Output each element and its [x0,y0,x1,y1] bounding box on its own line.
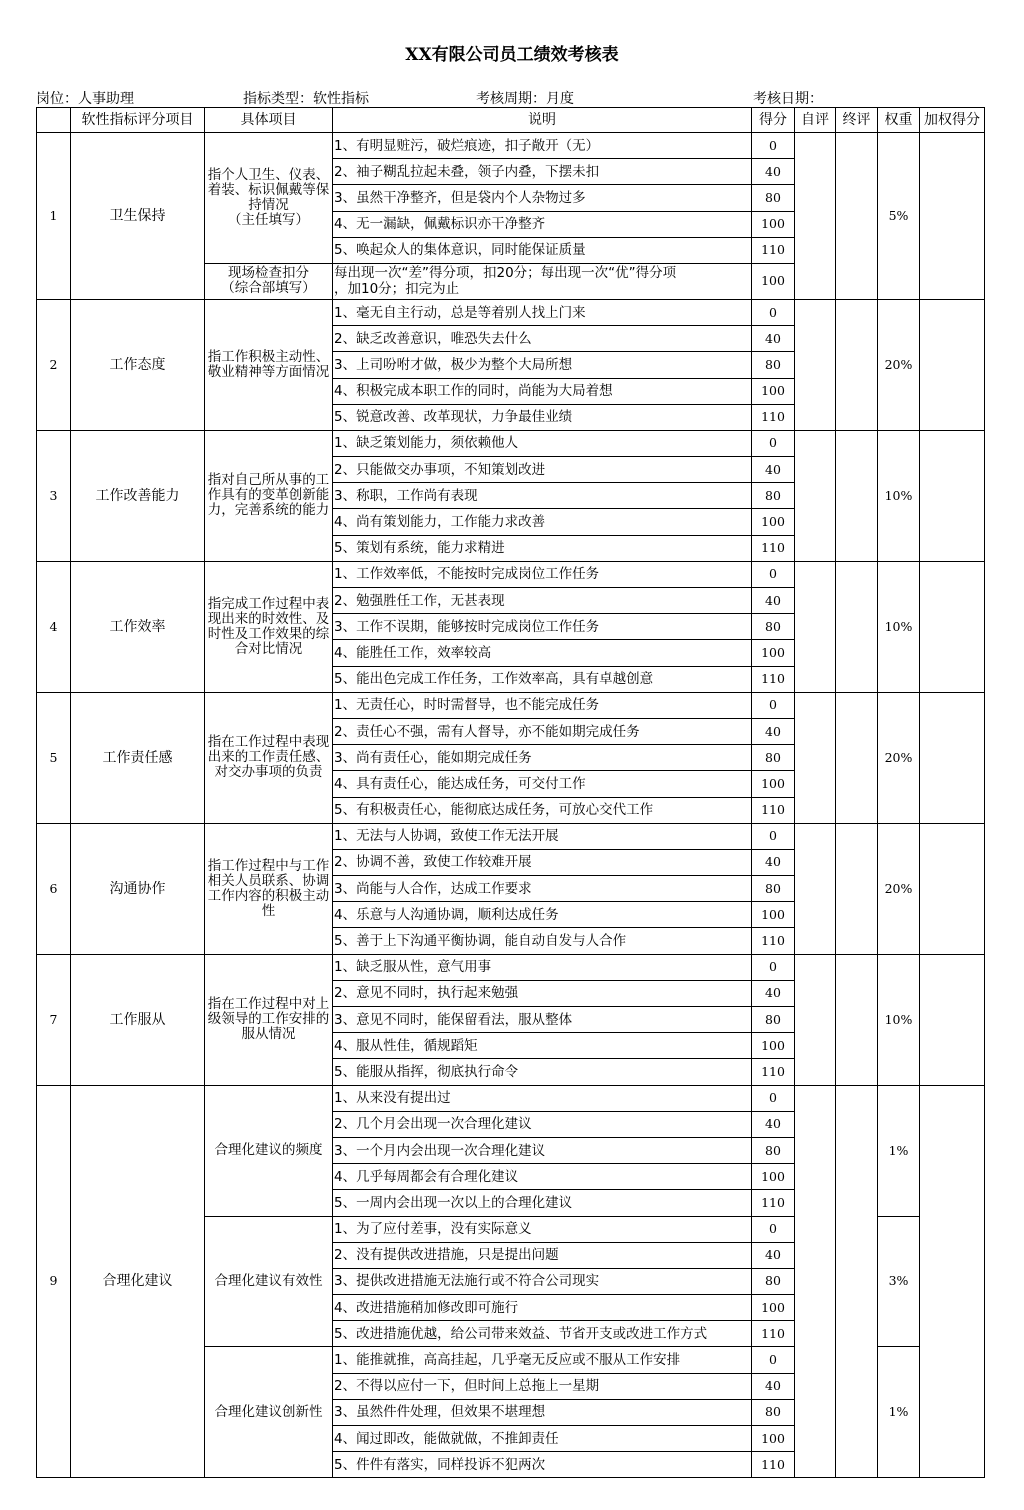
score-value: 110 [752,928,795,954]
category-name: 工作效率 [71,561,205,692]
score-value: 40 [752,1242,795,1268]
criteria-text: 5、锐意改善、改革现状，力争最佳业绩 [333,404,752,430]
criteria-text: 2、袖子糊乱拉起未叠，领子内叠，下摆未扣 [333,159,752,185]
weighted-score-cell [920,430,985,561]
header-weighted-score: 加权得分 [920,108,985,133]
criteria-text: 2、只能做交办事项，不知策划改进 [333,457,752,483]
score-value: 100 [752,211,795,237]
weighted-score-cell [920,561,985,692]
criteria-text: 1、缺乏策划能力，须依赖他人 [333,430,752,456]
score-value: 80 [752,483,795,509]
criteria-text: 3、提供改进措施无法施行或不符合公司现实 [333,1268,752,1294]
score-value: 40 [752,159,795,185]
self-eval-cell [795,1085,836,1478]
criteria-text: 5、有积极责任心，能彻底达成任务，可放心交代工作 [333,797,752,823]
header-final-eval: 终评 [836,108,878,133]
score-value: 80 [752,352,795,378]
item-description: 指工作过程中与工作相关人员联系、协调工作内容的积极主动性 [205,823,333,954]
item-description: 指个人卫生、仪表、着装、标识佩戴等保持情况 （主任填写） [205,133,333,264]
criteria-text: 3、称职，工作尚有表现 [333,483,752,509]
score-value: 110 [752,1321,795,1347]
criteria-text: 5、一周内会出现一次以上的合理化建议 [333,1190,752,1216]
criteria-text: 4、改进措施稍加修改即可施行 [333,1295,752,1321]
criteria-text: 4、无一漏缺，佩戴标识亦干净整齐 [333,211,752,237]
score-value: 80 [752,1007,795,1033]
score-value: 0 [752,561,795,587]
criteria-text: 每出现一次“差”得分项，扣20分；每出现一次“优”得分项 ，加10分；扣完为止 [333,263,752,299]
score-value: 110 [752,797,795,823]
table-row [37,692,985,718]
criteria-text: 3、虽然干净整齐，但是袋内个人杂物过多 [333,185,752,211]
category-name: 工作改善能力 [71,430,205,561]
criteria-text: 3、一个月内会出现一次合理化建议 [333,1137,752,1163]
row-number: 2 [37,299,71,430]
criteria-text: 5、能出色完成工作任务，工作效率高，具有卓越创意 [333,666,752,692]
weight-value: 3% [878,1216,920,1347]
weight-value: 5% [878,133,920,300]
score-value: 100 [752,902,795,928]
item-description: 指在工作过程中表现出来的工作责任感、对交办事项的负责 [205,692,333,823]
criteria-text: 3、上司吩咐才做，极少为整个大局所想 [333,352,752,378]
row-number: 4 [37,561,71,692]
row-number: 9 [37,1085,71,1478]
score-value: 110 [752,1059,795,1085]
item-description: 指对自己所从事的工作具有的变革创新能力，完善系统的能力 [205,430,333,561]
meta-indicator-type: 指标类型：软性指标 [243,91,369,107]
weight-value: 20% [878,692,920,823]
criteria-text: 1、毫无自主行动，总是等着别人找上门来 [333,299,752,325]
table-row [37,430,985,456]
weight-value: 1% [878,1347,920,1478]
criteria-text: 4、几乎每周都会有合理化建议 [333,1164,752,1190]
weight-value: 20% [878,823,920,954]
weighted-score-cell [920,954,985,1085]
score-value: 80 [752,1268,795,1294]
score-value: 100 [752,1426,795,1452]
header-self-eval: 自评 [795,108,836,133]
criteria-text: 2、没有提供改进措施，只是提出问题 [333,1242,752,1268]
category-name: 工作态度 [71,299,205,430]
score-value: 100 [752,771,795,797]
criteria-text: 1、能推就推，高高挂起，几乎毫无反应或不服从工作安排 [333,1347,752,1373]
score-value: 80 [752,745,795,771]
criteria-text: 1、缺乏服从性，意气用事 [333,954,752,980]
score-value: 100 [752,1295,795,1321]
score-value: 0 [752,954,795,980]
score-value: 110 [752,535,795,561]
score-value: 40 [752,326,795,352]
criteria-text: 3、虽然件件处理，但效果不堪理想 [333,1399,752,1425]
header-no [37,108,71,133]
score-value: 40 [752,588,795,614]
final-eval-cell [836,954,878,1085]
score-value: 0 [752,692,795,718]
criteria-text: 2、几个月会出现一次合理化建议 [333,1111,752,1137]
criteria-text: 5、善于上下沟通平衡协调，能自动自发与人合作 [333,928,752,954]
table-row [37,954,985,980]
weight-value: 10% [878,561,920,692]
score-value: 0 [752,299,795,325]
score-value: 80 [752,614,795,640]
final-eval-cell [836,299,878,430]
criteria-text: 5、能服从指挥，彻底执行命令 [333,1059,752,1085]
item-description: 指完成工作过程中表现出来的时效性、及时性及工作效果的综合对比情况 [205,561,333,692]
header-category: 软性指标评分项目 [71,108,205,133]
score-value: 110 [752,1190,795,1216]
meta-period: 考核周期：月度 [476,91,574,107]
row-number: 5 [37,692,71,823]
table-row [37,133,985,159]
category-name: 沟通协作 [71,823,205,954]
criteria-text: 1、无责任心，时时需督导，也不能完成任务 [333,692,752,718]
header-weight: 权重 [878,108,920,133]
final-eval-cell [836,561,878,692]
criteria-text: 4、乐意与人沟通协调，顺利达成任务 [333,902,752,928]
criteria-text: 5、唤起众人的集体意识，同时能保证质量 [333,237,752,263]
row-number: 7 [37,954,71,1085]
score-value: 40 [752,457,795,483]
score-value: 100 [752,378,795,404]
table-row [37,823,985,849]
score-value: 110 [752,666,795,692]
score-value: 0 [752,133,795,159]
criteria-text: 2、缺乏改善意识，唯恐失去什么 [333,326,752,352]
table-row [37,561,985,587]
meta-position: 岗位：人事助理 [36,91,134,107]
score-value: 100 [752,263,795,299]
score-value: 0 [752,823,795,849]
weight-value: 10% [878,954,920,1085]
assessment-table [36,107,985,1478]
self-eval-cell [795,561,836,692]
item-description: 合理化建议创新性 [205,1347,333,1478]
criteria-text: 1、从来没有提出过 [333,1085,752,1111]
criteria-text: 2、勉强胜任工作，无甚表现 [333,588,752,614]
header-score: 得分 [752,108,795,133]
criteria-text: 5、件件有落实，同样投诉不犯两次 [333,1452,752,1478]
category-name: 合理化建议 [71,1085,205,1478]
criteria-text: 4、尚有策划能力，工作能力求改善 [333,509,752,535]
final-eval-cell [836,133,878,300]
self-eval-cell [795,823,836,954]
table-row [37,299,985,325]
self-eval-cell [795,299,836,430]
score-value: 100 [752,1033,795,1059]
header-item: 具体项目 [205,108,333,133]
self-eval-cell [795,692,836,823]
category-name: 工作责任感 [71,692,205,823]
score-value: 100 [752,509,795,535]
weighted-score-cell [920,692,985,823]
criteria-text: 5、改进措施优越，给公司带来效益、节省开支或改进工作方式 [333,1321,752,1347]
score-value: 80 [752,1399,795,1425]
header-row [37,108,985,133]
score-value: 80 [752,876,795,902]
criteria-text: 2、协调不善，致使工作较难开展 [333,849,752,875]
criteria-text: 1、有明显赃污，破烂痕迹，扣子敞开（无） [333,133,752,159]
score-value: 40 [752,718,795,744]
score-value: 110 [752,237,795,263]
form-title: XX有限公司员工绩效考核表 [405,45,619,65]
self-eval-cell [795,430,836,561]
criteria-text: 4、积极完成本职工作的同时，尚能为大局着想 [333,378,752,404]
criteria-text: 5、策划有系统，能力求精进 [333,535,752,561]
score-value: 100 [752,640,795,666]
item-description: 合理化建议有效性 [205,1216,333,1347]
weighted-score-cell [920,1085,985,1478]
score-value: 80 [752,185,795,211]
score-value: 80 [752,1137,795,1163]
item-description: 合理化建议的频度 [205,1085,333,1216]
score-value: 40 [752,980,795,1006]
self-eval-cell [795,954,836,1085]
criteria-text: 3、尚能与人合作，达成工作要求 [333,876,752,902]
row-number: 1 [37,133,71,300]
weight-value: 10% [878,430,920,561]
item-description: 指工作积极主动性、敬业精神等方面情况 [205,299,333,430]
criteria-text: 4、具有责任心，能达成任务，可交付工作 [333,771,752,797]
score-value: 0 [752,430,795,456]
score-value: 0 [752,1085,795,1111]
score-value: 0 [752,1216,795,1242]
row-number: 6 [37,823,71,954]
score-value: 40 [752,849,795,875]
category-name: 卫生保持 [71,133,205,300]
criteria-text: 3、尚有责任心，能如期完成任务 [333,745,752,771]
criteria-text: 3、意见不同时，能保留看法，服从整体 [333,1007,752,1033]
criteria-text: 2、不得以应付一下，但时间上总拖上一星期 [333,1373,752,1399]
criteria-text: 1、无法与人协调，致使工作无法开展 [333,823,752,849]
category-name: 工作服从 [71,954,205,1085]
weight-value: 20% [878,299,920,430]
criteria-text: 4、闻过即改，能做就做，不推卸责任 [333,1426,752,1452]
weighted-score-cell [920,299,985,430]
weighted-score-cell [920,823,985,954]
table-row [37,1085,985,1111]
item-description: 现场检查扣分 （综合部填写） [205,263,333,299]
item-description: 指在工作过程中对上级领导的工作安排的服从情况 [205,954,333,1085]
criteria-text: 2、责任心不强，需有人督导，亦不能如期完成任务 [333,718,752,744]
criteria-text: 1、工作效率低，不能按时完成岗位工作任务 [333,561,752,587]
weight-value: 1% [878,1085,920,1216]
score-value: 110 [752,404,795,430]
criteria-text: 2、意见不同时，执行起来勉强 [333,980,752,1006]
meta-date: 考核日期： [753,91,823,107]
final-eval-cell [836,692,878,823]
self-eval-cell [795,133,836,300]
criteria-text: 4、能胜任工作，效率较高 [333,640,752,666]
score-value: 0 [752,1347,795,1373]
score-value: 100 [752,1164,795,1190]
weighted-score-cell [920,133,985,300]
score-value: 110 [752,1452,795,1478]
row-number: 3 [37,430,71,561]
criteria-text: 3、工作不误期，能够按时完成岗位工作任务 [333,614,752,640]
score-value: 40 [752,1111,795,1137]
final-eval-cell [836,430,878,561]
final-eval-cell [836,1085,878,1478]
final-eval-cell [836,823,878,954]
score-value: 40 [752,1373,795,1399]
criteria-text: 4、服从性佳，循规蹈矩 [333,1033,752,1059]
criteria-text: 1、为了应付差事，没有实际意义 [333,1216,752,1242]
header-description: 说明 [333,108,752,133]
